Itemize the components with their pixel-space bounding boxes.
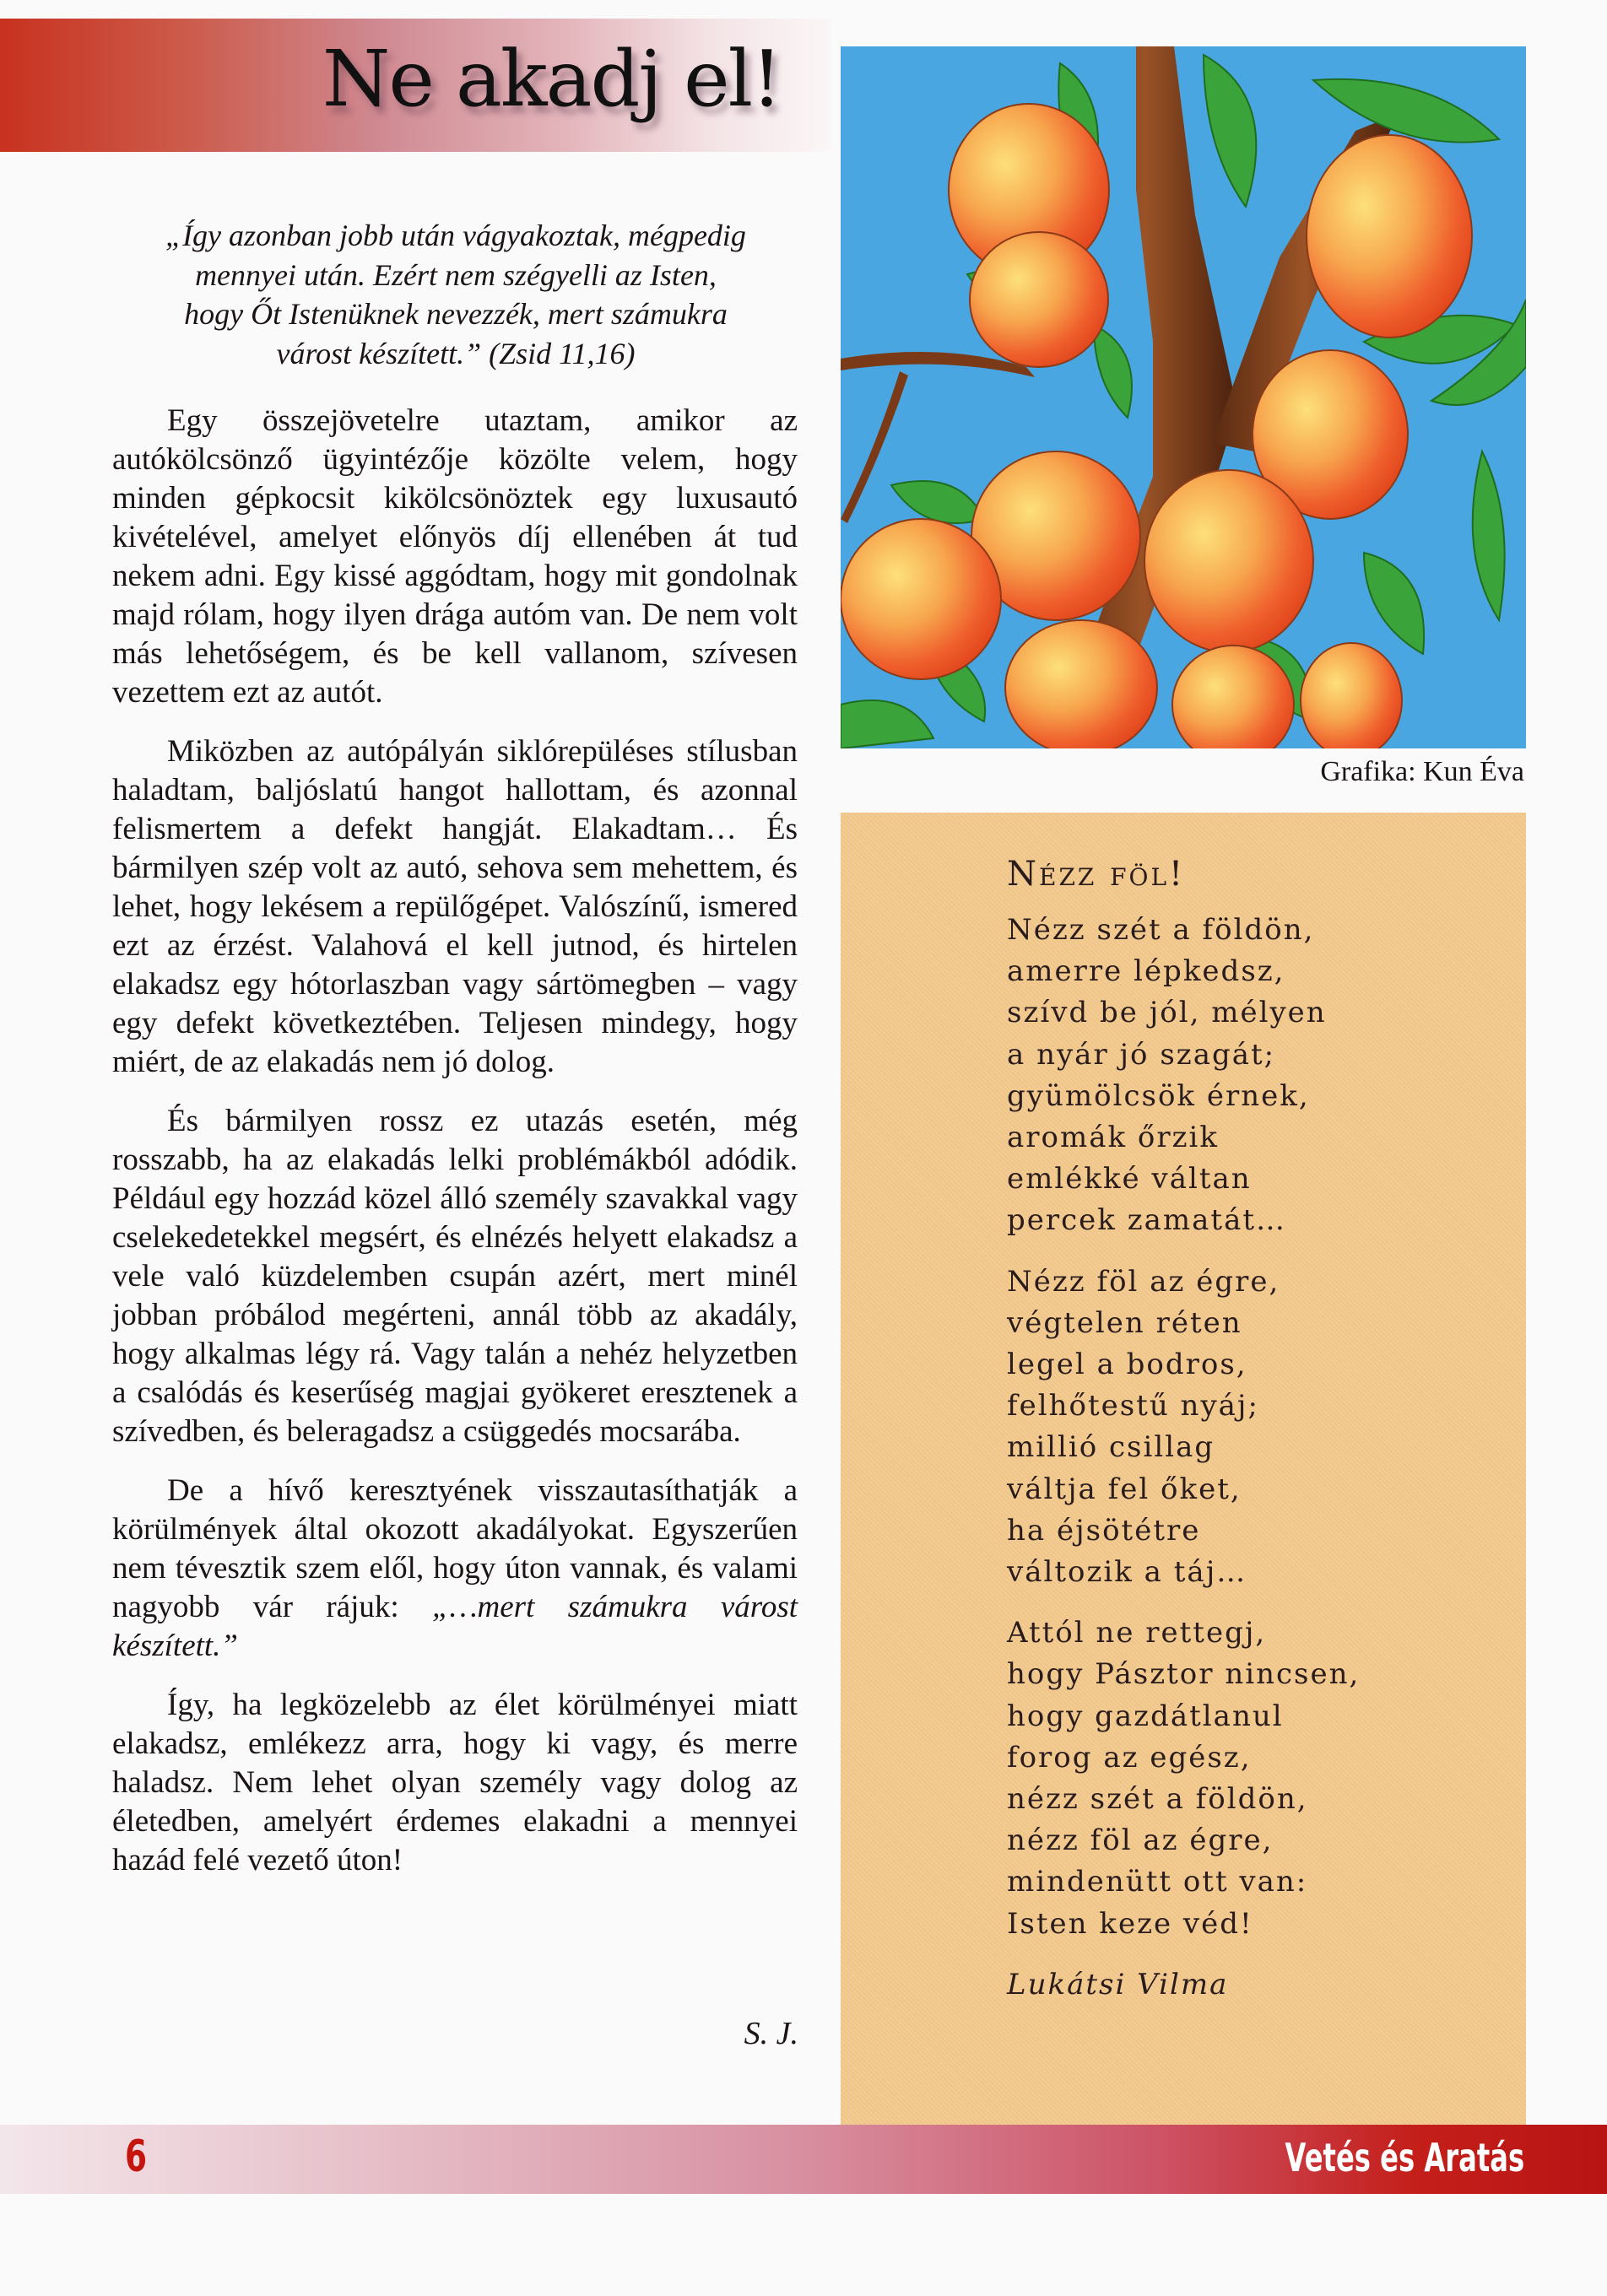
poem-line: változik a táj…: [1007, 1555, 1247, 1590]
article-body: [112, 402, 798, 1900]
poem-line: nézz szét a földön,: [1007, 1782, 1308, 1817]
poem-line: nézz föl az égre,: [1007, 1823, 1274, 1858]
poem-line: forog az egész,: [1007, 1740, 1252, 1775]
poem-line: gyümölcsök érnek,: [1007, 1078, 1310, 1113]
magazine-name: Vetés és Aratás: [1285, 2135, 1524, 2180]
epigraph-line: [101, 334, 810, 374]
poem-stanza: [1007, 910, 1513, 1242]
poem-stanza: [1007, 1613, 1513, 1945]
poem-box: [841, 813, 1526, 2126]
paragraph: Így, ha legközelebb az élet körülményei miatt elakadsz, emlékezz arra, hogy ki vagy, és merre haladsz. Nem lehet olyan személy vagy dolog az életedben, amelyért érdemes elakadni a mennyei hazád felé vezető úton!: [112, 1688, 798, 1877]
poem-line: emlékké váltan: [1007, 1162, 1252, 1197]
poem-line: amerre lépkedsz,: [1007, 954, 1285, 989]
poem-line: szívd be jól, mélyen: [1007, 996, 1327, 1030]
peach-painting: [841, 46, 1526, 748]
paragraph: És bármilyen rossz ez utazás esetén, még rosszabb, ha az elakadás lelki problémákból adódik. Például egy hozzád közel álló személy szavakkal vagy cselekedetekkel megsért, és elnézés helyett elakadsz a vele való küzdelemben csupán azért, mert minél jobban próbálod megérteni, annál több az akadály, hogy alkalmas légy rá. Vagy talán a nehéz helyzetben a csalódás és keserűség magjai gyökeret eresztenek a szívedben, és beleragadsz a csüggedés mocsarába.: [112, 1104, 798, 1449]
peach: [1307, 135, 1472, 338]
poem-line: hogy gazdátlanul: [1007, 1699, 1284, 1733]
epigraph-quote-end: várost készített.”: [276, 336, 482, 370]
poem-line: millió csillag: [1007, 1430, 1215, 1465]
poem-stanza: [1007, 1261, 1513, 1594]
peach-branch-illustration: [841, 46, 1526, 748]
poem-line: Nézz szét a földön,: [1007, 913, 1315, 947]
poem-line: váltja fel őket,: [1007, 1472, 1242, 1506]
epigraph-line: hogy Őt Istenüknek nevezzék, mert számukra: [184, 297, 728, 331]
epigraph-line: „Így azonban jobb után vágyakoztak, mégpedig: [165, 219, 746, 252]
paragraph: [112, 1472, 798, 1666]
author-signature: S. J.: [744, 2016, 798, 2051]
poem-line: a nyár jó szagát;: [1007, 1037, 1276, 1072]
paragraph: Miközben az autópályán siklórepüléses stílusban haladtam, baljóslatú hangot hallottam, és azonnal felismertem a defekt hangját. Elakadtam… És bármilyen szép volt az autó, sehova sem mehettem, és lehet, hogy lekésem a repülőgépet. Valószínű, ismered ezt az érzést. Valahová el kell jutnod, és hirtelen elakadsz egy hótorlaszban vagy sártömegben – vagy egy defekt következtében. Teljesen mindegy, hogy miért, de az elakadás nem jó dolog.: [112, 734, 798, 1079]
poem-line: percek zamatát…: [1007, 1203, 1287, 1238]
inline-quote: „…mert számukra várost készített.”: [112, 1590, 798, 1663]
poem-line: végtelen réten: [1007, 1305, 1242, 1340]
paragraph: Egy összejövetelre utaztam, amikor az autókölcsönző ügyintézője közölte velem, hogy minden gépkocsit kikölcsönöztek egy luxusautó kivételével, amelyet előnyös díj ellenében át tud nekem adni. Egy kissé aggódtam, hogy mit gondolnak majd rólam, hogy ilyen drága autóm van. De nem volt más lehetőségem, és be kell vallanom, szívesen vezettem ezt az autót.: [112, 403, 798, 710]
paragraph-text: De a hívő keresztyének visszautasíthatják a körülmények által okozott akadályokat. Egyszerűen nem tévesztik szem elől, hogy úton vannak, és valami nagyobb vár rájuk:: [112, 1473, 798, 1624]
peach: [1005, 620, 1157, 748]
article-title: Ne akadj el!: [322, 34, 781, 124]
poem-author: Lukátsi Vilma: [1007, 1967, 1229, 2002]
poem-line: felhőtestű nyáj;: [1007, 1389, 1259, 1424]
poem-line: hogy Pásztor nincsen,: [1007, 1657, 1361, 1692]
illustration-caption: Grafika: Kun Éva: [1320, 756, 1524, 787]
peach: [970, 232, 1108, 367]
poem-body: [1007, 910, 1513, 2006]
epigraph-reference: (Zsid 11,16): [489, 336, 636, 370]
title-banner: [0, 19, 831, 152]
poem-line: Nézz föl az égre,: [1007, 1264, 1280, 1299]
poem-line: Isten keze véd!: [1007, 1906, 1253, 1941]
epigraph: [101, 216, 810, 373]
peach: [841, 519, 1001, 679]
poem-line: legel a bodros,: [1007, 1348, 1247, 1382]
page-number: 6: [125, 2131, 148, 2182]
footer-banner: [0, 2125, 1607, 2194]
poem-line: Attól ne rettegj,: [1007, 1616, 1267, 1650]
poem-title: Nézz föl!: [1007, 855, 1186, 894]
peach: [1301, 643, 1402, 748]
peach: [1144, 470, 1313, 652]
poem-line: ha éjsötétre: [1007, 1513, 1201, 1548]
poem-line: mindenütt ott van:: [1007, 1865, 1308, 1899]
poem-line: aromák őrzik: [1007, 1121, 1220, 1155]
epigraph-line: mennyei után. Ezért nem szégyelli az Isten,: [195, 257, 717, 292]
